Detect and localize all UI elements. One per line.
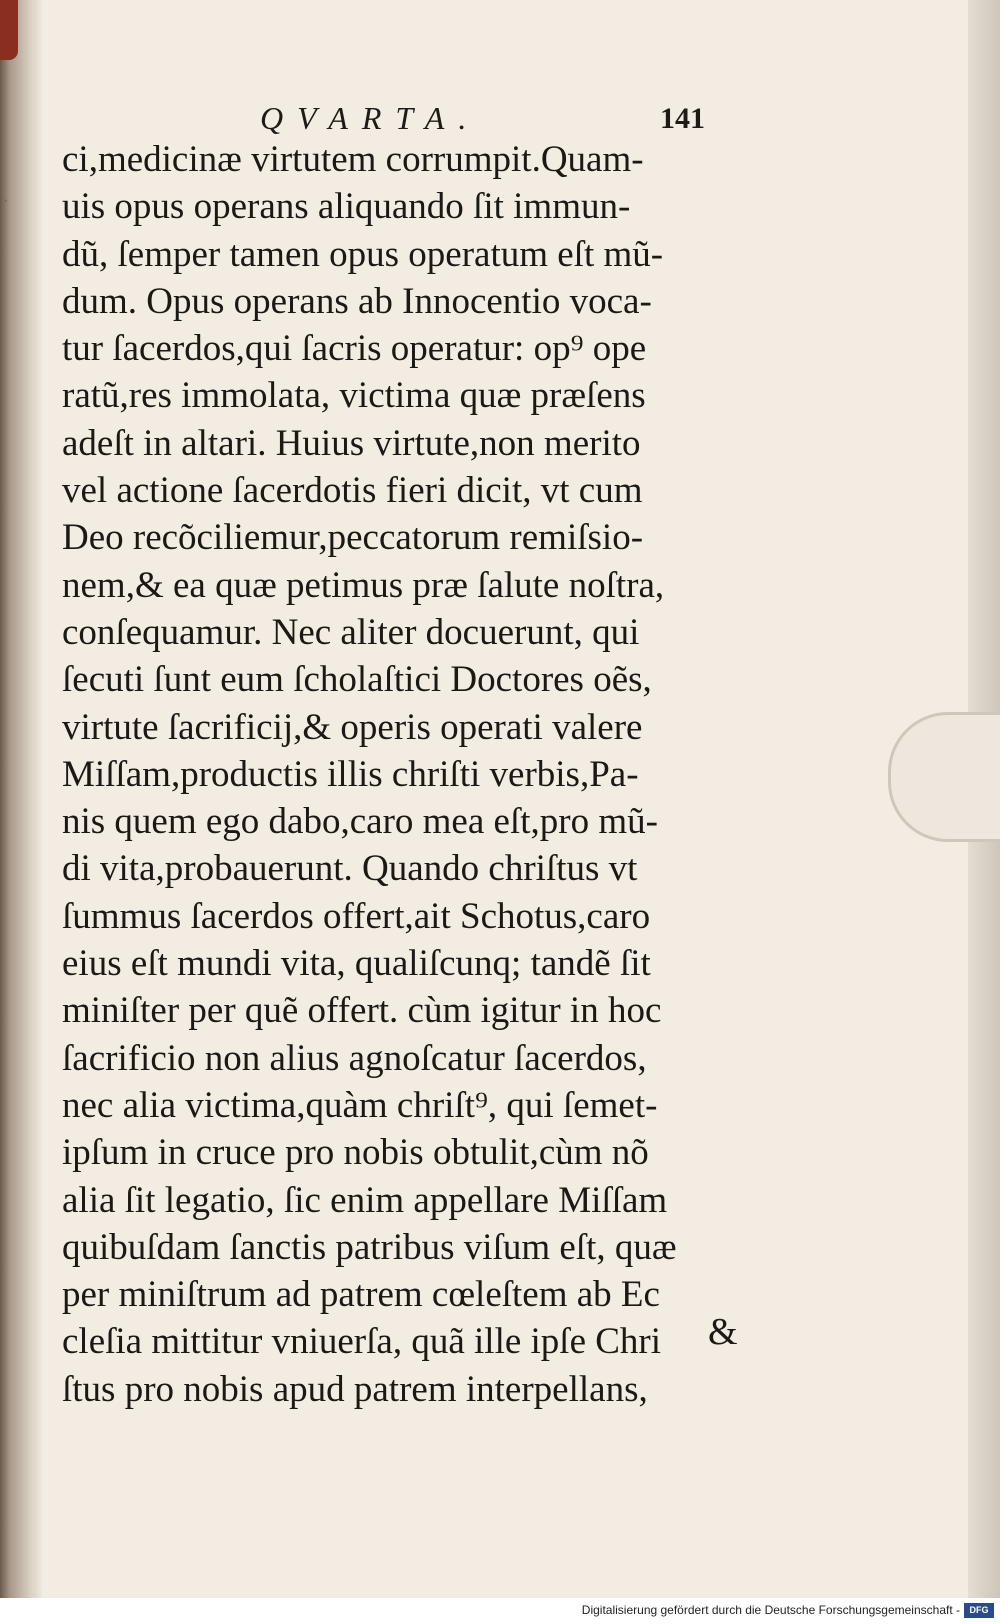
running-head: QVARTA. [260, 100, 481, 136]
text-line: ratũ,res immolata, victima quæ præſens [62, 375, 646, 417]
text-line: di vita,probauerunt. Quando chriſtus vt [62, 848, 638, 890]
text-line: virtute ſacrificij,& operis operati valere [62, 706, 643, 748]
body-text [62, 136, 762, 1413]
text-line: quibuſdam ſanctis patribus viſum eſt, quæ [62, 1226, 677, 1268]
text-line: ſtus pro nobis apud patrem interpellans, [62, 1368, 648, 1410]
text-line: dũ, ſemper tamen opus operatum eſt mũ- [62, 233, 664, 275]
text-line: tur ſacerdos,qui ſacris operatur: op⁹ ope [62, 328, 647, 370]
text-line: Miſſam,productis illis chriſti verbis,Pa- [62, 753, 639, 795]
text-line: alia ſit legatio, ſic enim appellare Miſſam [62, 1179, 668, 1221]
clasp-tab [888, 712, 1000, 842]
facing-page-edge [0, 0, 42, 1598]
dfg-logo: DFG [964, 1603, 994, 1618]
text-line: nec alia victima,quàm chriſt⁹, qui ſemet- [62, 1084, 658, 1126]
page-header [100, 100, 760, 140]
text-line: cleſia mittitur vniuerſa, quã ille ipſe Chri [62, 1321, 662, 1363]
text-line: nis quem ego dabo,caro mea eſt,pro mũ- [62, 801, 658, 843]
text-line: vel actione ſacerdotis fieri dicit, vt cum [62, 470, 643, 512]
text-line: nem,& ea quæ petimus præ ſalute noſtra, [62, 564, 665, 606]
text-line: dum. Opus operans ab Innocentio voca- [62, 280, 652, 322]
text-line: Deo recõciliemur,peccatorum remiſsio- [62, 517, 644, 559]
text-line: ipſum in cruce pro nobis obtulit,cùm nõ [62, 1132, 649, 1174]
text-line: eius eſt mundi vita, qualiſcunq; tandẽ ſit [62, 943, 651, 985]
text-line: conſequamur. Nec aliter docuerunt, qui [62, 611, 640, 653]
text-line: ſecuti ſunt eum ſcholaſtici Doctores oẽs, [62, 659, 652, 701]
binding-mark [0, 0, 18, 60]
text-line: ſacrificio non alius agnoſcatur ſacerdos, [62, 1037, 647, 1079]
text-line: ci,medicinæ virtutem corrumpit.Quam- [62, 139, 644, 180]
text-line: miniſter per quẽ offert. cùm igitur in hoc [62, 990, 662, 1032]
bleed-through-text: · [2, 188, 10, 213]
catchword: & [708, 1311, 738, 1353]
text-line: uis opus operans aliquando ſit immun- [62, 186, 631, 228]
digitization-footer [0, 1598, 1000, 1624]
page-number: 141 [660, 102, 705, 135]
text-line: per miniſtrum ad patrem cœleſtem ab Ec [62, 1274, 660, 1316]
text-line: adeſt in altari. Huius virtute,non merito [62, 422, 641, 464]
funding-credit: Digitalisierung gefördert durch die Deutsche Forschungsgemeinschaft - [581, 1603, 960, 1617]
text-line: ſummus ſacerdos offert,ait Schotus,caro [62, 895, 651, 937]
